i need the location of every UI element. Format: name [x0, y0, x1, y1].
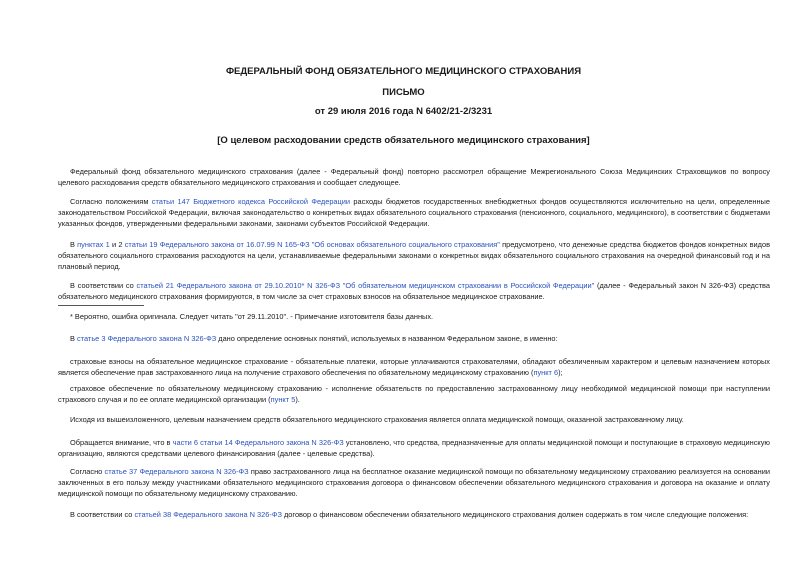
paragraph-3	[58, 239, 770, 272]
paragraph-3-text-b: и 2	[109, 240, 125, 249]
link-law-326fz-art3[interactable]: статье 3 Федерального закона N 326-ФЗ	[76, 334, 217, 343]
paragraph-10-text-a: Согласно	[70, 467, 105, 476]
paragraph-9-text-b: установлено, что средства, предназначенные для оплаты медицинской помощи и поступающие в страховую медицинскую организацию, являются средствами целевого финансирования (далее - целевые средства).	[58, 438, 770, 458]
paragraph-1: Федеральный фонд обязательного медицинского страхования (далее - Федеральный фонд) повторно рассмотрел обращение Межрегионального Союза Медицинских Страховщиков по вопросу целевого расходования средств обязательного медицинского страхования и сообщает следующее.	[58, 167, 770, 187]
paragraph-6-text-b: );	[558, 368, 563, 377]
issuer-title: ФЕДЕРАЛЬНЫЙ ФОНД ОБЯЗАТЕЛЬНОГО МЕДИЦИНСКОГО СТРАХОВАНИЯ	[225, 66, 582, 77]
link-law-326fz-art21[interactable]: статьей 21 Федерального закона от 29.10.2010* N 326-ФЗ "Об обязательном медицинском страховании в Российской Федерации"	[136, 281, 595, 290]
paragraph-4-text-a: В соответствии со	[70, 281, 137, 290]
paragraph-8: Исходя из вышеизложенного, целевым назначением средств обязательного медицинского страхования является оплата медицинской помощи, оказанной застрахованному лицу.	[70, 415, 684, 424]
paragraph-6-text-a: страховые взносы на обязательное медицинское страхование - обязательные платежи, которые уплачиваются страхователями, обладают обезличенным характером и целевым назначением которых является обеспечение прав застрахованного лица на получение страхового обеспечения по обязательному медицинскому страхованию (	[58, 357, 770, 377]
paragraph-9	[58, 437, 770, 459]
paragraph-7	[58, 383, 770, 405]
link-law-326fz-art14[interactable]: части 6 статьи 14 Федерального закона N 326-ФЗ	[172, 438, 344, 447]
paragraph-4	[58, 280, 770, 302]
footnote-divider	[58, 305, 144, 306]
paragraph-9-text-a: Обращается внимание, что в	[70, 438, 173, 447]
paragraph-3-text-a: В	[70, 240, 78, 249]
paragraph-7-text-b: ).	[295, 395, 300, 404]
link-budget-code-art147[interactable]: статьи 147 Бюджетного кодекса Российской Федерации	[151, 197, 351, 206]
paragraph-11-text-a: В соответствии со	[70, 510, 135, 519]
paragraph-2-text-a: Согласно положениям	[70, 197, 152, 206]
paragraph-7-text-a: страховое обеспечение по обязательному медицинскому страхованию - исполнение обязательств по предоставлению застрахованному лицу необходимой медицинской помощи при наступлении страхового случая и по ее оплате медицинской организации (	[58, 384, 770, 404]
document-subject: [О целевом расходовании средств обязательного медицинского страхования]	[217, 135, 590, 146]
paragraph-5	[58, 333, 770, 344]
paragraph-5-text-b: дано определение основных понятий, используемых в названном Федеральном законе, в именно:	[216, 334, 558, 343]
link-law-326fz-art37[interactable]: статье 37 Федерального закона N 326-ФЗ	[104, 467, 249, 476]
link-paragraph-1[interactable]: пунктах 1	[77, 240, 110, 249]
paragraph-2	[58, 196, 770, 229]
document-type: ПИСЬМО	[382, 87, 425, 98]
link-point-6[interactable]: пункт 6	[533, 368, 559, 377]
paragraph-11	[58, 509, 770, 520]
paragraph-11-text-b: договор о финансовом обеспечении обязательного медицинского страхования должен содержать в том числе следующие положения:	[281, 510, 749, 519]
link-point-5[interactable]: пункт 5	[270, 395, 296, 404]
paragraph-2-text-b: расходы бюджетов государственных внебюджетных фондов осуществляются исключительно на цели, определенные законодательством Российской Федерации, включая законодательство о конкретных видах обязательного социального страхования (пенсионного, социального, медицинского), в соответствии с бюджетами указанных фондов, утвержденными федеральными законами, законами субъектов Российской Федерации.	[58, 197, 770, 228]
document-date-number: от 29 июля 2016 года N 6402/21-2/3231	[314, 106, 493, 117]
link-law-165fz-art19[interactable]: статьи 19 Федерального закона от 16.07.99 N 165-ФЗ "Об основах обязательного социального страхования"	[124, 240, 500, 249]
paragraph-10-text-b: право застрахованного лица на бесплатное оказание медицинской помощи по обязательному медицинскому страхованию реализуется на основании заключенных в его пользу между участниками обязательного медицинского страхования договора о финансовом обеспечении обязательного медицинского страхования и договора на оказание и оплату медицинской помощи по обязательному медицинскому страхованию.	[58, 467, 770, 498]
paragraph-10	[58, 466, 770, 499]
paragraph-3-text-c: предусмотрено, что денежные средства бюджетов фондов конкретных видов обязательного социального страхования расходуются на цели, устанавливаемые федеральными законами о конкретных видах обязательного социального страхования на очередной финансовый год и на плановый период.	[58, 240, 770, 271]
link-law-326fz-art38[interactable]: статьей 38 Федерального закона N 326-ФЗ	[134, 510, 282, 519]
paragraph-6	[58, 356, 770, 378]
footnote: * Вероятно, ошибка оригинала. Следует читать "от 29.11.2010". - Примечание изготовителя базы данных.	[70, 312, 434, 321]
paragraph-4-text-b: (далее - Федеральный закон N 326-ФЗ) средства обязательного медицинского страхования формируются, в том числе за счет страховых взносов на обязательное медицинское страхование.	[58, 281, 770, 301]
paragraph-5-text-a: В	[70, 334, 77, 343]
